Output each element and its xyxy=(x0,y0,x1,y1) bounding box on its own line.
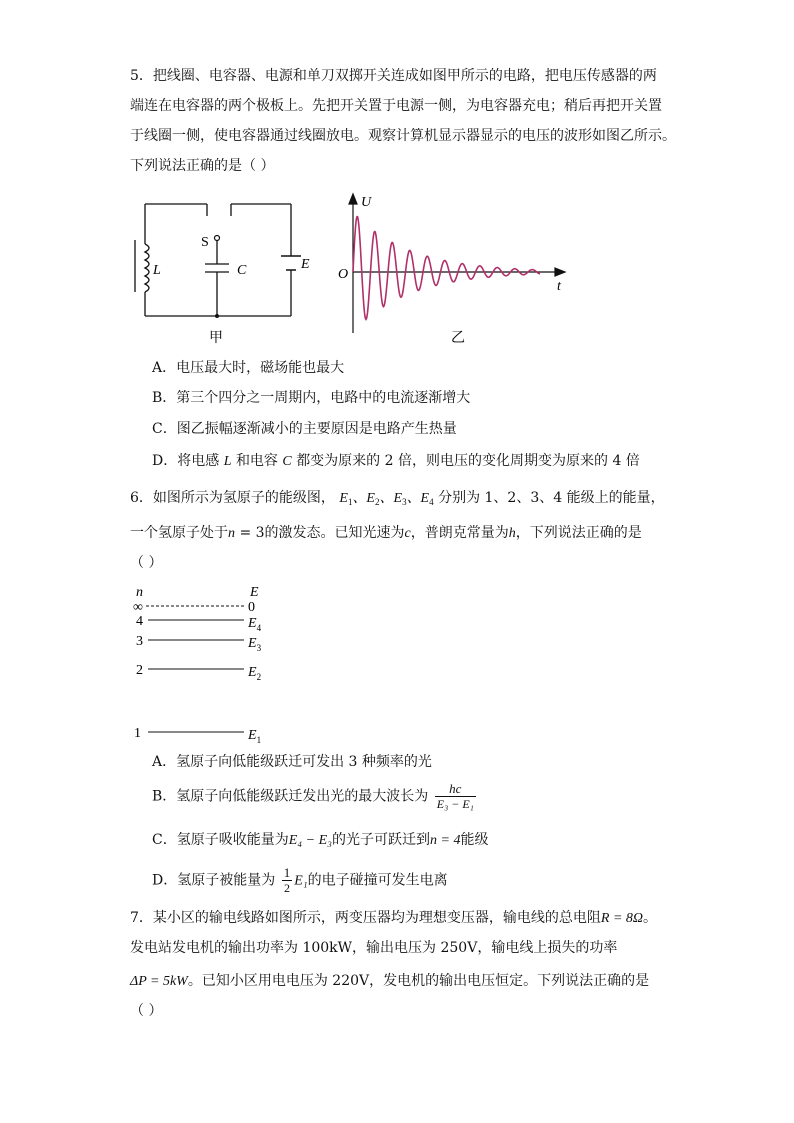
q5-d-mid: 和电容 xyxy=(235,453,278,469)
q6-c-suffix: 能级 xyxy=(460,832,489,848)
q6-n: n xyxy=(228,526,235,541)
q6-b-numerator: hc xyxy=(449,781,462,796)
q7-line1-suffix: 。 xyxy=(643,910,658,926)
q6-c-prefix: C．氢原子吸收能量为 xyxy=(152,832,289,848)
q6-energy-list: $E_1$、$E_2$、$E_3$、$E_4$ xyxy=(339,491,434,507)
q6-d-E: E₁ xyxy=(294,873,308,889)
q6-d-fraction xyxy=(282,866,293,895)
q6-b-denominator: E₃ − E₁ xyxy=(436,797,474,811)
level-3-n: 3 xyxy=(136,634,143,649)
switch-contact xyxy=(215,236,220,241)
q7-line-4: （ ） xyxy=(130,1003,163,1019)
label-O: O xyxy=(338,267,349,282)
level-1-E: $E_1$ xyxy=(248,728,262,745)
q5-line-2: 端连在电容器的两个极板上。先把开关置于电源一侧，为电容器充电；稍后再把开关置 xyxy=(130,98,662,114)
q6-d-numerator: 1 xyxy=(283,865,291,880)
q6-line1-prefix: 6．如图所示为氢原子的能级图， xyxy=(130,490,335,506)
label-E: E xyxy=(301,257,310,272)
q6-line1-suffix: 分别为 1、2、3、4 能级上的能量， xyxy=(438,490,665,506)
q5-d-C: C xyxy=(282,454,292,469)
q5-line-3: 于线圈一侧，使电容器通过线圈放电。观察计算机显示器显示的电压的波形如图乙所示。 xyxy=(130,128,676,144)
q6-d-suffix: 的电子碰撞可发生电离 xyxy=(307,872,448,889)
level-inf-E: 0 xyxy=(248,600,255,615)
q6-option-a[interactable]: A．氢原子向低能级跃迁可发出 3 种频率的光 xyxy=(152,754,432,770)
q5-option-d[interactable] xyxy=(152,451,640,472)
q6-eq: = 3 xyxy=(235,525,265,541)
q6-d-denominator: 2 xyxy=(282,880,293,895)
q5-option-a[interactable]: A．电压最大时，磁场能也最大 xyxy=(152,360,345,376)
label-S: S xyxy=(201,235,209,250)
q5-line-4: 下列说法正确的是（ ） xyxy=(130,158,275,174)
q6-c-n: n = 4 xyxy=(430,833,461,848)
q7-line-3 xyxy=(130,971,649,992)
q5-d-prefix: D．将电感 xyxy=(152,453,220,469)
diagram-E-label: E xyxy=(250,585,259,600)
capacitor-plates xyxy=(205,264,229,272)
level-3-E: $E_3$ xyxy=(248,636,262,653)
q6-line-2 xyxy=(130,523,642,544)
q7-line-1 xyxy=(130,908,657,929)
label-C: C xyxy=(237,263,247,278)
level-2-n: 2 xyxy=(136,663,143,678)
q6-option-c[interactable] xyxy=(152,830,488,851)
damped-wave-figure xyxy=(335,188,575,348)
q6-c-mid: 的光子可跃迁到 xyxy=(332,832,431,848)
q5-option-c[interactable]: C．图乙振幅逐渐减小的主要原因是电路产生热量 xyxy=(152,421,457,437)
q6-d-prefix: D．氢原子被能量为 xyxy=(152,872,276,889)
level-4-n: 4 xyxy=(136,614,143,629)
q7-line1-prefix: 7．某小区的输电线路如图所示，两变压器均为理想变压器，输电线的总电阻 xyxy=(130,910,601,926)
q6-c-expr: E₄ − E₃ xyxy=(288,833,333,848)
label-t: t xyxy=(557,279,561,294)
level-4-E: $E_4$ xyxy=(248,616,262,633)
q6-line2-suffix3: ，下列说法正确的是 xyxy=(515,525,642,541)
energy-level-diagram xyxy=(128,580,278,745)
voltage-wave xyxy=(353,217,540,320)
q6-c: c xyxy=(404,526,411,541)
lc-circuit-figure xyxy=(125,192,310,347)
q6-line2-suffix: 的激发态。已知光速为 xyxy=(264,525,405,541)
q6-line-3: （ ） xyxy=(130,555,163,571)
level-1-n: 1 xyxy=(134,726,141,741)
q7-R: R = 8Ω xyxy=(600,911,644,926)
q6-option-b[interactable] xyxy=(152,782,478,811)
diagram-n-label: n xyxy=(136,585,143,600)
caption-jia: 甲 xyxy=(209,331,223,346)
q7-line3-suffix: 。已知小区用电电压为 220V，发电机的输出电压恒定。下列说法正确的是 xyxy=(187,973,650,989)
q5-option-b[interactable]: B．第三个四分之一周期内，电路中的电流逐渐增大 xyxy=(152,390,471,406)
q6-line2-prefix: 一个氢原子处于 xyxy=(130,525,228,541)
q5-d-suffix: 都变为原来的 2 倍，则电压的变化周期变为原来的 4 倍 xyxy=(296,453,640,469)
label-L: L xyxy=(153,263,161,278)
caption-yi: 乙 xyxy=(451,331,465,346)
battery-plates xyxy=(281,256,301,270)
q6-option-d[interactable] xyxy=(152,866,448,895)
level-2-E: $E_2$ xyxy=(248,665,262,682)
q6-h: h xyxy=(508,526,516,541)
q6-line2-suffix2: ，普朗克常量为 xyxy=(410,525,509,541)
q7-dP: ΔP = 5kW xyxy=(130,974,188,989)
level-inf-n: ∞ xyxy=(133,600,143,615)
q5-d-L: L xyxy=(223,454,232,469)
q5-line-1: 5．把线圈、电容器、电源和单刀双掷开关连成如图甲所示的电路，把电压传感器的两 xyxy=(130,68,657,84)
label-U: U xyxy=(361,195,372,210)
q7-line-2: 发电站发电机的输出功率为 100kW，输出电压为 250V，输电线上损失的功率 xyxy=(130,940,618,956)
q6-b-fraction xyxy=(435,782,476,811)
q6-b-text: B．氢原子向低能级跃迁发出光的最大波长为 xyxy=(152,788,429,805)
q6-line-1 xyxy=(130,488,665,512)
inductor-coil xyxy=(145,244,149,292)
